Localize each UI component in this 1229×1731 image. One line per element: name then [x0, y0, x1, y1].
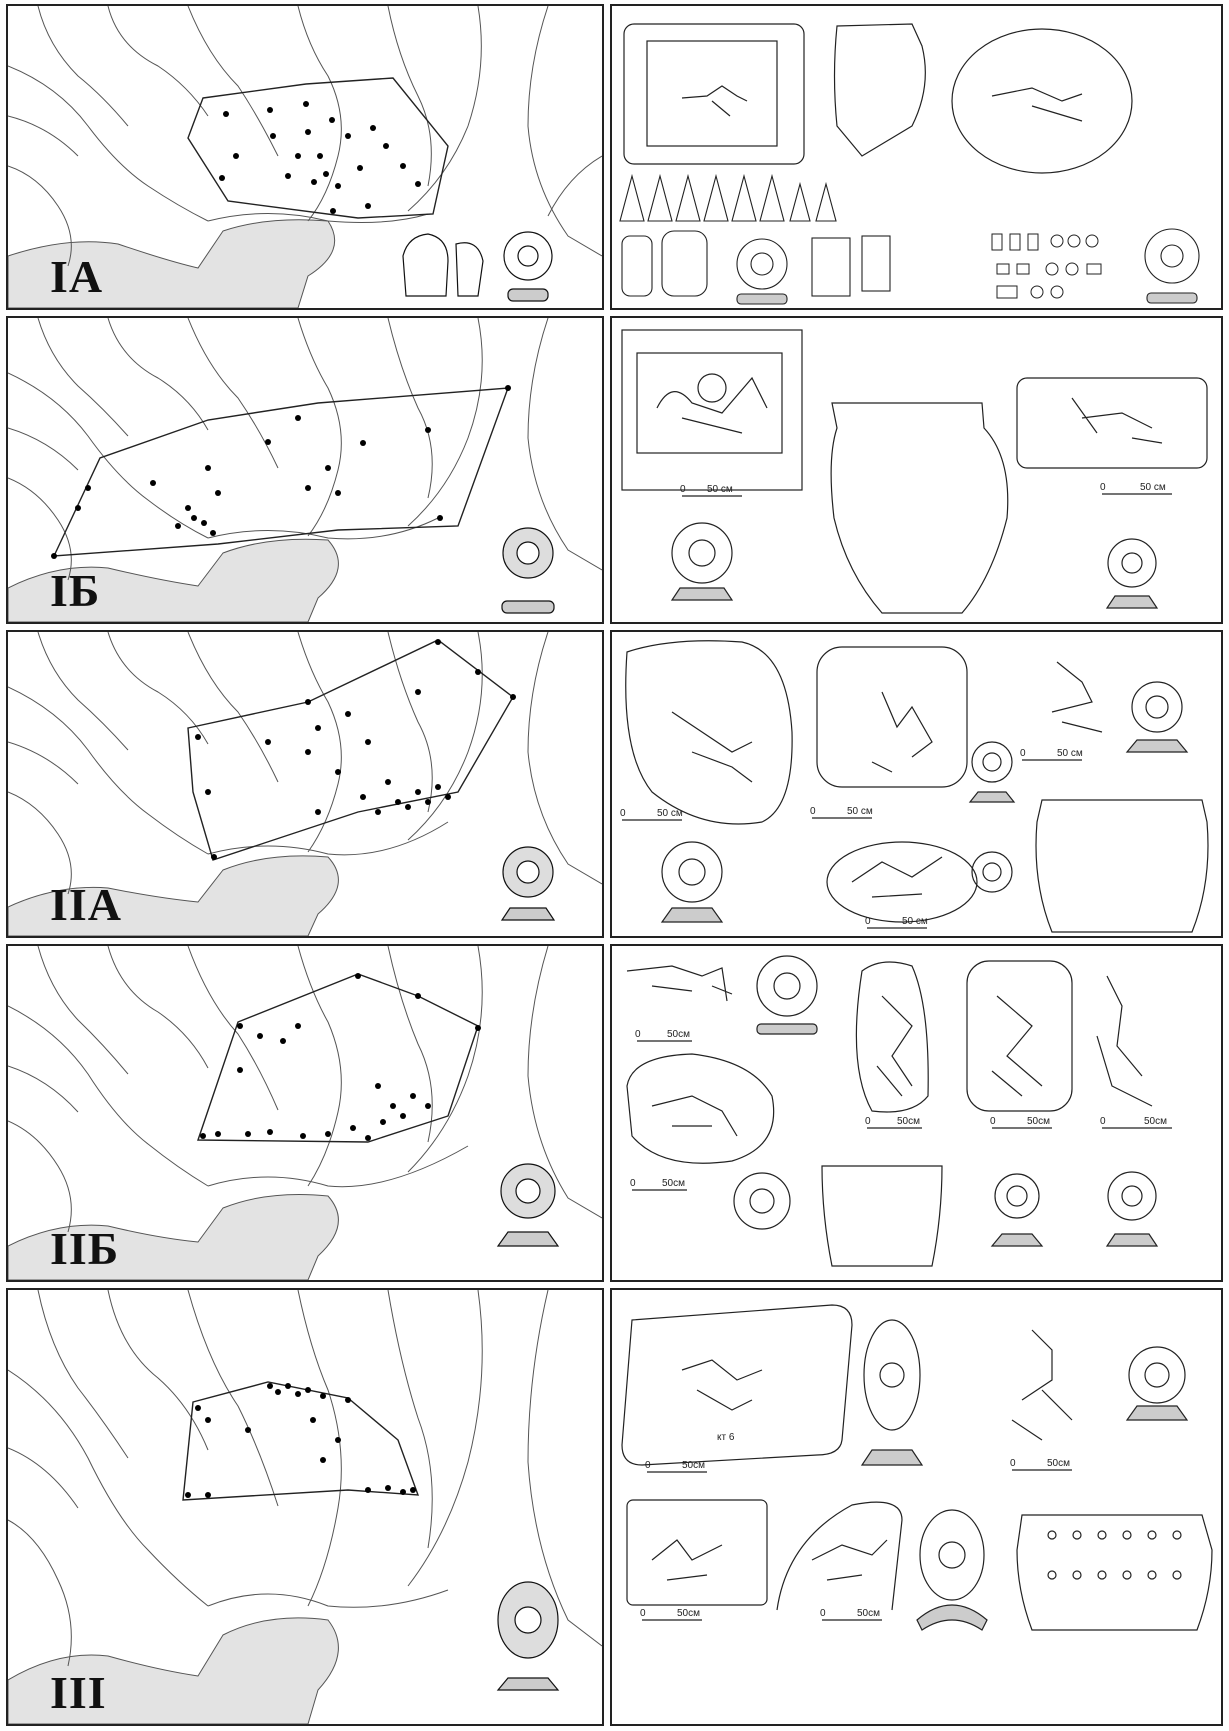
scale-label: 50 см — [847, 806, 873, 817]
grave-pit-icon — [827, 842, 977, 922]
mace-head-icon — [498, 1582, 558, 1690]
grave-note: кт 6 — [717, 1432, 735, 1443]
crouched-burial-icon — [872, 692, 932, 772]
arrowhead-icon — [732, 176, 756, 221]
mace-head-icon — [502, 847, 554, 920]
bead-set — [992, 234, 1101, 298]
finds-svg — [612, 946, 1221, 1280]
mace-head-icon — [662, 231, 707, 296]
crouched-burial-icon — [1052, 662, 1102, 732]
vessel-pits — [1048, 1531, 1181, 1579]
row-phase-iii — [6, 1288, 1223, 1726]
arrowhead-icon — [816, 184, 836, 221]
mace-head-icon — [622, 236, 652, 296]
arrowhead-icon — [676, 176, 700, 221]
mace-head-icon — [662, 842, 722, 902]
scale-bar — [1010, 1458, 1072, 1470]
scale-label: 50см — [1047, 1458, 1070, 1469]
distribution-hull — [198, 974, 478, 1142]
scale-label: 50см — [1027, 1116, 1050, 1127]
mace-head-icon — [757, 956, 817, 1016]
arrowheads — [620, 176, 836, 221]
finds-svg — [612, 318, 1221, 622]
scale-bar — [635, 1029, 692, 1041]
scale-label: 50см — [682, 1460, 705, 1471]
row-phase-ib — [6, 316, 1223, 624]
distribution-map-ib — [6, 316, 604, 624]
grave-pit-icon — [967, 961, 1072, 1111]
crouched-burial-icon — [672, 712, 752, 782]
scale-bar — [620, 808, 683, 820]
distribution-hull — [188, 78, 448, 218]
site-dots — [195, 639, 516, 860]
mace-head-icon — [972, 742, 1012, 782]
scale-bar — [630, 1178, 687, 1190]
grave-pit-icon — [777, 1502, 902, 1610]
distribution-map-iib — [6, 944, 604, 1282]
scale-zero: 0 — [1100, 482, 1106, 493]
arrowhead-icon — [704, 176, 728, 221]
grave-pit-icon — [627, 1500, 767, 1605]
finds-panel-ib — [610, 316, 1223, 624]
scale-zero: 0 — [680, 484, 686, 495]
scale-label: 50 см — [1140, 482, 1166, 493]
mace-head-icon — [1129, 1347, 1185, 1403]
crouched-burial-icon — [812, 1540, 887, 1580]
mace-head-icon — [734, 1173, 790, 1229]
row-phase-iia — [6, 630, 1223, 938]
map-svg — [8, 1290, 602, 1724]
scale-zero: 0 — [1020, 748, 1026, 759]
scale-label: 50 см — [657, 808, 683, 819]
scale-zero: 0 — [990, 1116, 996, 1127]
distribution-map-iii — [6, 1288, 604, 1726]
arrowhead-icon — [648, 176, 672, 221]
mace-head-icon — [1108, 539, 1156, 587]
crouched-burial-icon — [652, 1540, 722, 1580]
crouched-burial-icon — [652, 1096, 737, 1136]
mace-head-icon — [1108, 1172, 1156, 1220]
phase-label: IA — [50, 251, 104, 302]
crouched-burial-icon — [992, 88, 1082, 121]
finds-svg — [612, 6, 1221, 308]
finds-svg — [612, 1290, 1221, 1724]
grave-pit-icon — [952, 29, 1132, 173]
crouched-burial-icon — [682, 86, 747, 116]
scale-zero: 0 — [640, 1608, 646, 1619]
site-dots — [200, 973, 481, 1141]
scale-zero: 0 — [865, 916, 871, 927]
distribution-hull — [183, 1382, 418, 1500]
scale-bar — [810, 806, 873, 818]
crouched-burial-icon — [682, 1360, 762, 1410]
site-dots — [185, 1383, 416, 1498]
row-phase-iib — [6, 944, 1223, 1282]
scale-zero: 0 — [865, 1116, 871, 1127]
scale-zero: 0 — [630, 1178, 636, 1189]
grave-pit-icon — [626, 641, 792, 824]
vessel-icon — [835, 24, 926, 156]
vessel-icon — [1017, 1515, 1212, 1630]
finds-svg — [612, 632, 1221, 936]
distribution-map-ia — [6, 4, 604, 310]
distribution-map-iia — [6, 630, 604, 938]
crouched-burial-icon — [852, 857, 942, 897]
crouched-burial-icon — [657, 378, 767, 433]
crouched-burial-icon — [627, 966, 732, 1001]
distribution-hull — [188, 640, 513, 860]
scale-label: 50см — [1144, 1116, 1167, 1127]
mace-head-icon — [498, 1164, 558, 1246]
mace-head-icon — [920, 1510, 984, 1600]
mace-head-icon — [972, 852, 1012, 892]
grave-pit-icon — [817, 647, 967, 787]
mace-head-icon — [672, 523, 732, 583]
grave-pit-icon — [856, 962, 928, 1112]
scale-zero: 0 — [635, 1029, 641, 1040]
scale-zero: 0 — [810, 806, 816, 817]
scale-zero: 0 — [820, 1608, 826, 1619]
arrowhead-icon — [620, 176, 644, 221]
crouched-burial-icon — [1012, 1330, 1072, 1440]
site-dots — [51, 385, 511, 559]
arrowhead-icon — [790, 184, 810, 221]
finds-panel-ia — [610, 4, 1223, 310]
scale-label: 50 см — [707, 484, 733, 495]
crouched-burial-icon — [877, 996, 912, 1096]
scale-zero: 0 — [1010, 1458, 1016, 1469]
finds-panel-iib — [610, 944, 1223, 1282]
row-phase-ia — [6, 4, 1223, 310]
site-dots — [219, 101, 421, 214]
grave-pit-icon — [627, 1054, 774, 1163]
scale-label: 50см — [662, 1178, 685, 1189]
finds-panel-iii — [610, 1288, 1223, 1726]
phase-label: IБ — [50, 565, 101, 616]
finds-panel-iia — [610, 630, 1223, 938]
mace-head-icon — [403, 232, 552, 301]
vessel-icon — [822, 1166, 942, 1266]
scale-label: 50см — [857, 1608, 880, 1619]
grave-pit-icon — [622, 1305, 852, 1465]
scale-zero: 0 — [620, 808, 626, 819]
crouched-burial-icon — [1097, 976, 1152, 1106]
crouched-burial-icon — [1072, 398, 1162, 443]
vessel-icon — [831, 403, 1008, 613]
crouched-burial-icon — [992, 996, 1042, 1096]
mace-head-icon — [502, 528, 554, 613]
scale-label: 50см — [677, 1608, 700, 1619]
scale-bar — [1100, 482, 1172, 494]
mace-head-icon — [1132, 682, 1182, 732]
phase-label: III — [50, 1667, 107, 1718]
phase-label: IIA — [50, 879, 123, 930]
mace-head-icon — [812, 238, 850, 296]
scale-label: 50см — [897, 1116, 920, 1127]
mace-head-icon — [995, 1174, 1039, 1218]
scale-bar — [1020, 748, 1083, 760]
scale-bar — [990, 1116, 1052, 1128]
scale-bar — [820, 1608, 882, 1620]
scale-zero: 0 — [645, 1460, 651, 1471]
scale-label: 50 см — [1057, 748, 1083, 759]
scale-bar — [865, 1116, 922, 1128]
scale-label: 50 см — [902, 916, 928, 927]
scale-bar — [645, 1460, 707, 1472]
phase-label: IIБ — [50, 1223, 120, 1274]
arrowhead-icon — [760, 176, 784, 221]
scale-zero: 0 — [1100, 1116, 1106, 1127]
vessel-icon — [1036, 800, 1208, 932]
grave-pit-icon — [1017, 378, 1207, 468]
scale-bar — [640, 1608, 702, 1620]
scale-bar — [1100, 1116, 1172, 1128]
scale-label: 50см — [667, 1029, 690, 1040]
mace-head-icon — [864, 1320, 920, 1430]
